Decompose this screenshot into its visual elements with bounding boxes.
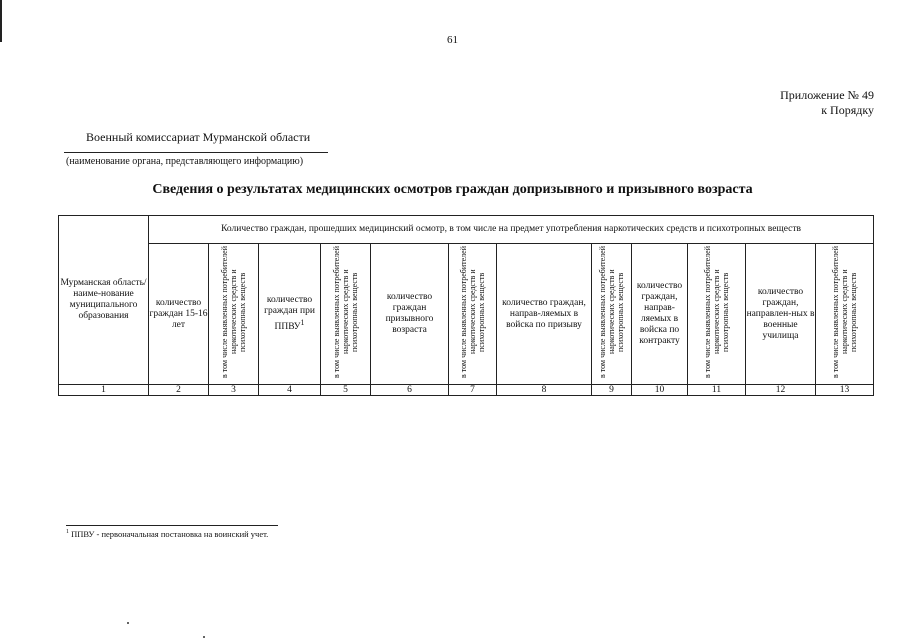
scan-speck (127, 622, 129, 624)
column-number: 6 (371, 385, 449, 396)
header-citizens-contract: количество граждан, направ-ляемых в войска по контракту (632, 244, 688, 385)
column-number: 4 (259, 385, 321, 396)
column-number: 3 (209, 385, 259, 396)
header-examined-total: Количество граждан, прошедших медицинский осмотр, в том числе на предмет употребления наркотических средств и психотропных веществ (149, 216, 874, 244)
appendix-reference (780, 88, 874, 118)
column-number: 9 (592, 385, 632, 396)
organization-underline (64, 152, 328, 153)
organization-name: Военный комиссариат Мурманской области (86, 130, 311, 144)
appendix-number: Приложение № 49 (780, 88, 874, 102)
footnote (66, 529, 268, 539)
column-number: 13 (816, 385, 874, 396)
column-number: 10 (632, 385, 688, 396)
organization-caption: (наименование органа, представляющего информацию) (66, 156, 304, 167)
footnote-separator (66, 525, 278, 526)
scan-speck (203, 636, 205, 638)
header-region: Мурманская область/наиме-нование муниципального образования (59, 216, 149, 385)
header-drug-users-ppvu: в том числе выявленных потребителей наркотических средств и психотропных веществ (321, 244, 371, 385)
header-drug-users-conscription-age: в том числе выявленных потребителей наркотических средств и психотропных веществ (449, 244, 497, 385)
document-title: Сведения о результатах медицинских осмотров граждан допризывного и призывного возраста (152, 182, 753, 197)
column-number-row (59, 385, 874, 396)
table-subheader-row (59, 244, 874, 385)
header-drug-users-drafted: в том числе выявленных потребителей наркотических средств и психотропных веществ (592, 244, 632, 385)
column-number: 12 (746, 385, 816, 396)
column-number: 8 (497, 385, 592, 396)
column-number: 1 (59, 385, 149, 396)
column-number: 11 (688, 385, 746, 396)
header-citizens-drafted: количество граждан, направ-ляемых в войска по призыву (497, 244, 592, 385)
appendix-order: к Порядку (821, 103, 874, 117)
header-citizens-15-16: количество граждан 15-16 лет (149, 244, 209, 385)
table-header-row (59, 216, 874, 244)
header-drug-users-military-schools: в том числе выявленных потребителей наркотических средств и психотропных веществ (816, 244, 874, 385)
header-citizens-conscription-age: количество граждан призывного возраста (371, 244, 449, 385)
header-drug-users-contract: в том числе выявленных потребителей наркотических средств и психотропных веществ (688, 244, 746, 385)
column-number: 2 (149, 385, 209, 396)
header-citizens-military-schools: количество граждан, направлен-ных в военные училища (746, 244, 816, 385)
column-number: 7 (449, 385, 497, 396)
footnote-ref: 1 (300, 317, 305, 327)
page-number: 61 (447, 34, 458, 46)
footnote-text: ППВУ - первоначальная постановка на воинский учет. (69, 529, 269, 539)
medical-exam-report-table (58, 215, 874, 396)
header-citizens-ppvu: количество граждан при ППВУ$^1$ (259, 244, 321, 385)
column-number: 5 (321, 385, 371, 396)
footnote-marker: 1 (66, 529, 69, 536)
header-drug-users-15-16: в том числе выявленных потребителей наркотических средств и психотропных веществ (209, 244, 259, 385)
